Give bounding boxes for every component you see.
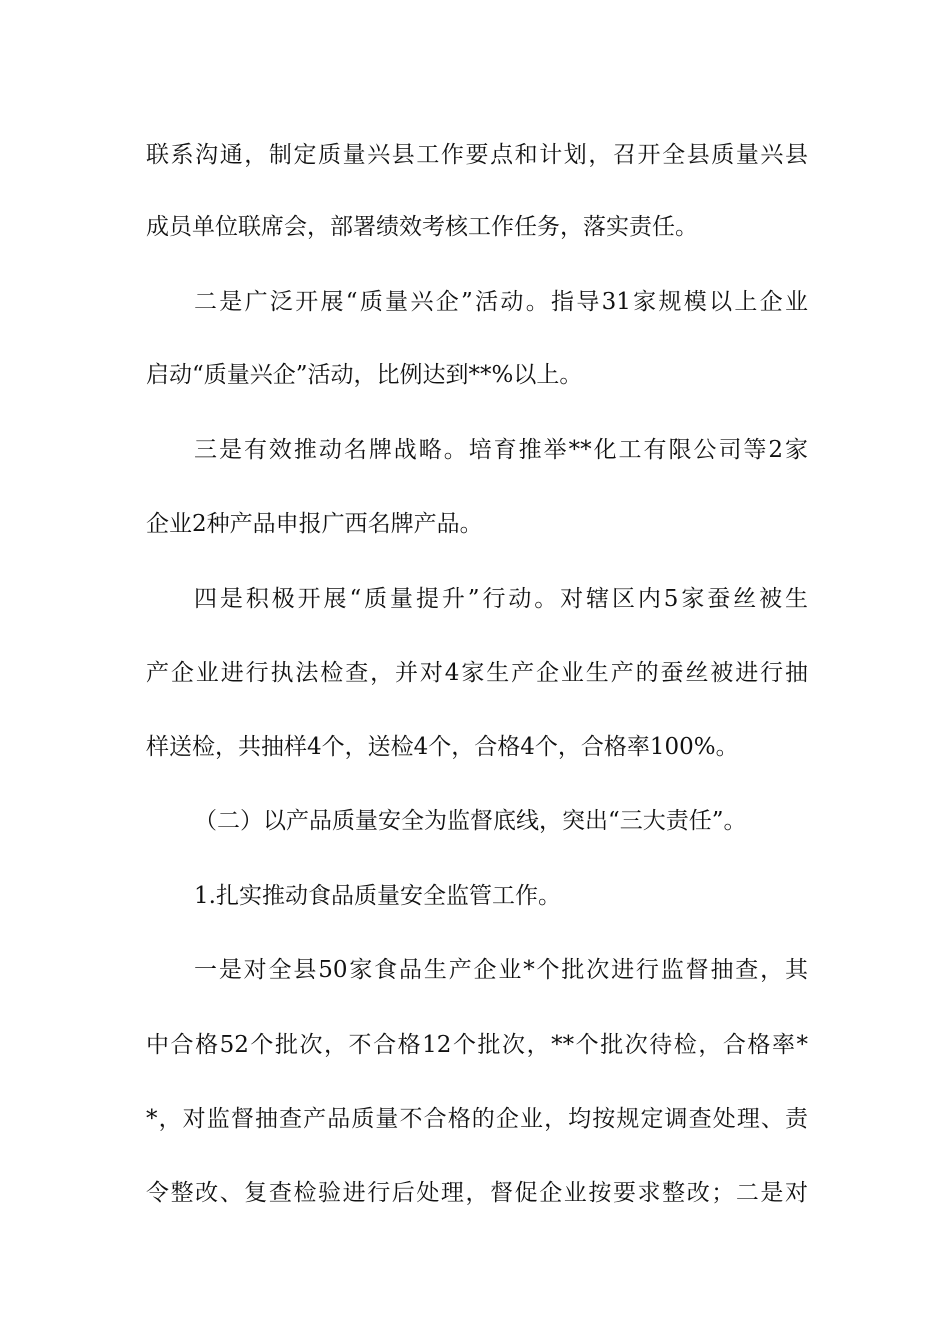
body-text-line: 产企业进行执法检查，并对4家生产企业生产的蚕丝被进行抽 (146, 660, 808, 686)
paragraph-five-first-line: 一是对全县50家食品生产企业*个批次进行监督抽查，其 (194, 957, 808, 983)
body-text-line: 启动“质量兴企”活动，比例达到**%以上。 (146, 362, 583, 388)
paragraph-three-first-line: 三是有效推动名牌战略。培育推举**化工有限公司等2家 (194, 437, 808, 463)
body-text-line: *，对监督抽查产品质量不合格的企业，均按规定调查处理、责 (146, 1106, 808, 1132)
section-heading: （二）以产品质量安全为监督底线，突出“三大责任”。 (194, 808, 747, 834)
body-text-line: 企业2种产品申报广西名牌产品。 (146, 511, 483, 537)
body-text-line: 联系沟通，制定质量兴县工作要点和计划，召开全县质量兴县 (146, 142, 808, 168)
body-text-line: 中合格52个批次，不合格12个批次，**个批次待检，合格率* (146, 1032, 808, 1058)
body-text-line: 令整改、复查检验进行后处理，督促企业按要求整改；二是对 (146, 1180, 808, 1206)
body-text-line: 成员单位联席会，部署绩效考核工作任务，落实责任。 (146, 214, 698, 240)
body-text-line: 样送检，共抽样4个，送检4个，合格4个，合格率100%。 (146, 734, 739, 760)
paragraph-two-first-line: 二是广泛开展“质量兴企”活动。指导31家规模以上企业 (194, 289, 808, 315)
paragraph-four-first-line: 四是积极开展“质量提升”行动。对辖区内5家蚕丝被生 (194, 586, 808, 612)
subsection-heading: 1.扎实推动食品质量安全监管工作。 (194, 883, 561, 909)
